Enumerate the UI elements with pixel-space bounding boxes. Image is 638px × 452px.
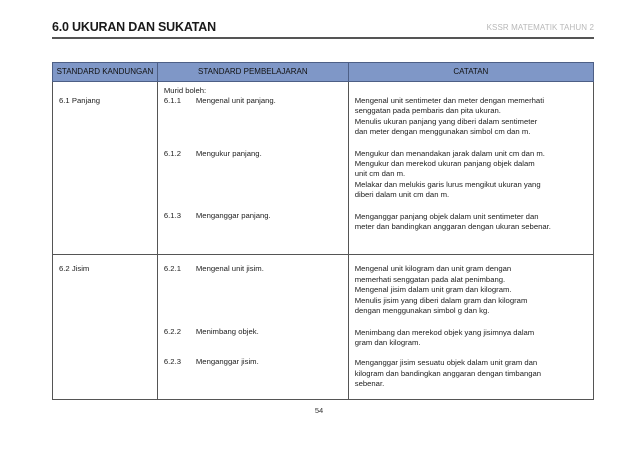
page-number: 54 — [314, 406, 324, 415]
content-cell — [53, 82, 158, 255]
table-header-row — [53, 63, 594, 82]
item-number: 6.1.1 — [163, 96, 181, 106]
note-line: sebenar. — [354, 379, 385, 389]
header-standard-pembelajaran: STANDARD PEMBELAJARAN — [157, 63, 348, 82]
header-catatan: CATATAN — [348, 63, 593, 82]
note-block — [355, 358, 587, 389]
item-number: 6.2.2 — [163, 326, 181, 336]
header-standard-kandungan: STANDARD KANDUNGAN — [53, 63, 158, 82]
learning-item — [164, 264, 342, 274]
note-line: unit cm dan m. — [354, 169, 406, 179]
note-line: Mengenal unit kilogram dan unit gram dengan — [354, 264, 512, 274]
note-line: gram dan kilogram. — [354, 337, 421, 347]
note-block — [355, 264, 587, 316]
item-number: 6.2.3 — [163, 357, 181, 367]
note-line: dengan menggunakan simbol g dan kg. — [354, 306, 490, 316]
content-label: 6.1 Panjang — [59, 96, 101, 105]
item-text: Menimbang objek. — [195, 326, 259, 336]
note-line: Menimbang dan merekod objek yang jisimnya dalam — [354, 327, 535, 337]
item-number: 6.1.2 — [163, 148, 181, 158]
item-text: Mengenal unit jisim. — [195, 264, 264, 274]
note-line: Menulis ukuran panjang yang diberi dalam sentimeter — [354, 116, 538, 126]
note-line: Menganggar panjang objek dalam unit sentimeter dan — [354, 211, 539, 221]
note-line: dan meter dengan menggunakan simbol cm dan m. — [354, 127, 531, 137]
intro-text: Murid boleh: — [163, 86, 207, 95]
learning-item — [164, 327, 342, 337]
section-title: 6.0 UKURAN DAN SUKATAN — [52, 20, 216, 34]
item-number: 6.1.3 — [163, 211, 181, 221]
table-row — [53, 82, 594, 255]
note-line: Mengenal jisim dalam unit gram dan kilogram. — [354, 285, 512, 295]
note-line: senggatan pada pembaris dan pita ukuran. — [354, 106, 501, 116]
notes-cell — [348, 82, 593, 255]
note-line: Menulis jisim yang diberi dalam gram dan kilogram — [354, 295, 528, 305]
content-cell — [53, 255, 158, 399]
note-line: meter dan bandingkan anggaran dengan ukuran sebenar. — [354, 222, 551, 232]
item-number: 6.2.1 — [163, 264, 181, 274]
note-line: Menganggar jisim sesuatu objek dalam unit gram dan — [354, 358, 538, 368]
page-header — [52, 20, 594, 44]
note-line: Mengukur dan merekod ukuran panjang objek dalam — [354, 159, 535, 169]
item-text: Mengenal unit panjang. — [195, 96, 276, 106]
note-line: kilogram dan bandingkan anggaran dengan timbangan — [354, 368, 542, 378]
note-line: Mengukur dan menandakan jarak dalam unit cm dan m. — [354, 148, 545, 158]
note-block — [355, 212, 587, 233]
note-line: Mengenal unit sentimeter dan meter dengan memerhati — [354, 96, 545, 105]
content-label: 6.2 Jisim — [59, 264, 90, 274]
curriculum-table — [52, 62, 594, 400]
note-line: Melakar dan melukis garis lurus mengikut ukuran yang — [354, 179, 541, 189]
item-text: Menganggar panjang. — [195, 211, 271, 221]
item-text: Menganggar jisim. — [195, 357, 259, 367]
notes-cell — [348, 255, 593, 399]
item-text: Mengukur panjang. — [195, 148, 262, 158]
learning-item — [164, 211, 342, 221]
note-block — [355, 96, 587, 138]
table-row — [53, 255, 594, 399]
note-block — [355, 149, 587, 201]
learning-item — [164, 149, 342, 159]
note-line: diberi dalam unit cm dan m. — [354, 190, 450, 200]
learning-cell — [157, 82, 348, 255]
note-line: memerhati senggatan pada alat penimbang. — [354, 274, 506, 284]
note-block — [355, 328, 587, 349]
learning-cell — [157, 255, 348, 399]
header-rule — [52, 37, 594, 39]
document-label: KSSR MATEMATIK TAHUN 2 — [486, 23, 594, 32]
learning-item — [164, 357, 342, 367]
learning-item — [164, 96, 342, 106]
